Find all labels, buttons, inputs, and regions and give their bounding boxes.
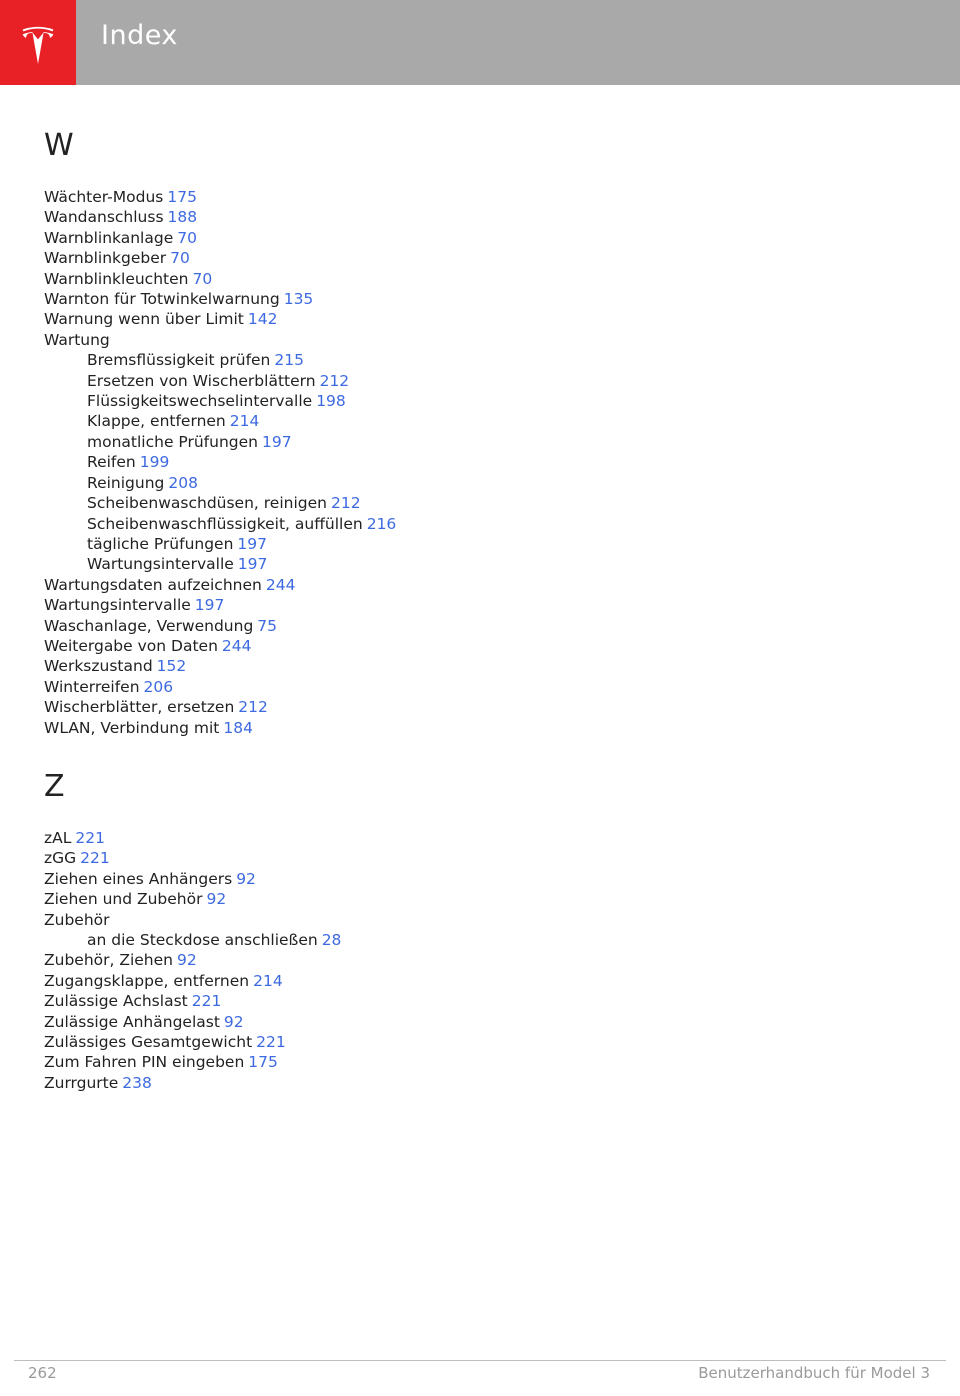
page-link[interactable]: 214: [253, 971, 283, 990]
page-link[interactable]: 175: [167, 188, 197, 206]
index-entry: [44, 971, 924, 991]
page-link[interactable]: 212: [319, 371, 350, 390]
index-entry: [44, 207, 924, 227]
footer-manual-title: Benutzerhandbuch für Model 3: [698, 1364, 930, 1382]
page-link[interactable]: 238: [122, 1073, 152, 1092]
index-entry: [44, 595, 924, 615]
entry-term: Zubehör: [44, 910, 110, 929]
index-subentry: [44, 432, 924, 452]
page-link[interactable]: 184: [223, 718, 253, 737]
index-section-z: [44, 767, 924, 1093]
page-link[interactable]: 208: [168, 473, 198, 492]
index-entry: [44, 1073, 924, 1093]
entry-term: Wartungsintervalle: [87, 555, 234, 574]
entry-term: Scheibenwaschdüsen, reinigen: [87, 494, 327, 513]
entry-term: Warnblinkanlage: [44, 228, 174, 247]
index-subentry: [44, 411, 924, 431]
entry-term: Weitergabe von Daten: [44, 636, 218, 655]
section-letter: Z: [44, 768, 65, 804]
index-entry: [44, 1012, 924, 1032]
index-subentry: [44, 514, 924, 534]
page-link[interactable]: 70: [177, 228, 197, 247]
index-entry: [44, 269, 924, 289]
entry-term: Zulässiges Gesamtgewicht: [44, 1033, 253, 1052]
page-link[interactable]: 197: [261, 432, 292, 451]
entry-term: Reifen: [87, 453, 136, 472]
index-subentry: [44, 493, 924, 513]
header-title: Index: [101, 20, 178, 51]
index-entry: [44, 228, 924, 248]
page-link[interactable]: 244: [221, 636, 252, 655]
page-link[interactable]: 70: [192, 269, 213, 288]
section-letter: W: [44, 128, 74, 163]
entry-term: Scheibenwaschflüssigkeit, auffüllen: [87, 514, 363, 533]
entry-term: Warnblinkleuchten: [44, 269, 189, 288]
entry-term: Werkszustand: [44, 657, 153, 676]
index-entry: [44, 991, 924, 1011]
index-entry: [44, 616, 924, 636]
page-header: [0, 0, 960, 85]
page-link[interactable]: 212: [238, 698, 268, 717]
footer-page-number: 262: [28, 1364, 57, 1382]
page-link[interactable]: 70: [170, 249, 190, 268]
brand-logo: [0, 0, 76, 85]
page-link[interactable]: 175: [248, 1053, 278, 1072]
entry-term: Zurrgurte: [44, 1073, 119, 1092]
entry-term: Wartungsintervalle: [44, 596, 191, 615]
page-link[interactable]: 75: [257, 616, 278, 635]
entry-term: Klappe, entfernen: [87, 412, 226, 431]
page-link[interactable]: 92: [206, 890, 227, 909]
page-link[interactable]: 142: [247, 310, 278, 329]
index-section-w: [44, 126, 924, 738]
entry-term: Wischerblätter, ersetzen: [44, 698, 235, 717]
page-link[interactable]: 188: [167, 208, 198, 227]
page-link[interactable]: 221: [75, 828, 105, 847]
index-subentry: [44, 391, 924, 411]
page-link[interactable]: 244: [265, 575, 296, 594]
index-subentry: [44, 554, 924, 574]
index-subentry: [44, 473, 924, 493]
entry-term: zGG: [44, 849, 77, 868]
entry-term: tägliche Prüfungen: [87, 534, 234, 553]
index-entry: [44, 636, 924, 656]
index-entry: [44, 1032, 924, 1052]
index-subentry: [44, 350, 924, 370]
page-link[interactable]: 28: [321, 931, 342, 949]
entry-term: Reinigung: [87, 473, 165, 492]
entry-term: Wartungsdaten aufzeichnen: [44, 575, 262, 594]
entry-term: Waschanlage, Verwendung: [44, 616, 254, 635]
entry-list: [44, 187, 924, 738]
page-link[interactable]: 221: [256, 1033, 286, 1052]
entry-term: Flüssigkeitswechselintervalle: [87, 392, 313, 411]
entry-term: monatliche Prüfungen: [87, 432, 258, 451]
page-link[interactable]: 221: [80, 849, 110, 868]
index-entry: [44, 187, 924, 207]
index-entry: [44, 869, 924, 889]
entry-term: Bremsflüssigkeit prüfen: [87, 351, 271, 370]
entry-term: WLAN, Verbindung mit: [44, 718, 220, 737]
page-link[interactable]: 216: [366, 514, 397, 533]
index-entry: [44, 910, 924, 930]
entry-term: zAL: [44, 828, 72, 847]
page-link[interactable]: 206: [143, 677, 174, 696]
page-link[interactable]: 92: [236, 869, 256, 888]
tesla-logo-icon: [16, 20, 60, 66]
entry-term: Zubehör, Ziehen: [44, 951, 173, 970]
entry-list: [44, 828, 924, 1093]
page-link[interactable]: 197: [194, 596, 225, 615]
entry-term: an die Steckdose anschließen: [87, 931, 318, 949]
index-entry: [44, 848, 924, 868]
entry-term: Ziehen und Zubehör: [44, 890, 203, 909]
entry-term: Wandanschluss: [44, 208, 164, 227]
page-link[interactable]: 199: [139, 453, 170, 472]
entry-term: Warnton für Totwinkelwarnung: [44, 290, 280, 309]
entry-term: Winterreifen: [44, 677, 140, 696]
index-entry: [44, 289, 924, 309]
page-link[interactable]: 214: [229, 412, 260, 431]
footer-divider: [14, 1360, 946, 1361]
page-link[interactable]: 198: [316, 392, 346, 411]
entry-term: Zugangsklappe, entfernen: [44, 971, 250, 990]
entry-term: Ziehen eines Anhängers: [44, 869, 233, 888]
index-entry: [44, 248, 924, 268]
entry-term: Wächter-Modus: [44, 188, 164, 206]
entry-term: Warnblinkgeber: [44, 249, 167, 268]
entry-term: Zulässige Achslast: [44, 992, 188, 1011]
index-entry: [44, 828, 924, 848]
index-entry: [44, 656, 924, 676]
page-link[interactable]: 215: [274, 351, 304, 370]
page-link[interactable]: 197: [237, 555, 268, 574]
page-link[interactable]: 135: [283, 290, 314, 309]
page-link[interactable]: 197: [237, 534, 268, 553]
entry-term: Warnung wenn über Limit: [44, 310, 244, 329]
index-subentry: [44, 930, 924, 950]
entry-term: Zulässige Anhängelast: [44, 1012, 220, 1031]
page-link[interactable]: 92: [223, 1012, 244, 1031]
index-subentry: [44, 371, 924, 391]
index-content: [44, 126, 924, 1093]
page-link[interactable]: 92: [177, 951, 197, 970]
entry-term: Ersetzen von Wischerblättern: [87, 371, 316, 390]
index-entry: [44, 950, 924, 970]
entry-term: Wartung: [44, 330, 110, 349]
index-subentry: [44, 452, 924, 472]
index-entry: [44, 677, 924, 697]
index-entry: [44, 1052, 924, 1072]
index-entry: [44, 697, 924, 717]
entry-term: Zum Fahren PIN eingeben: [44, 1053, 245, 1072]
index-entry: [44, 309, 924, 329]
index-entry: [44, 330, 924, 350]
index-subentry: [44, 534, 924, 554]
page-link[interactable]: 212: [330, 494, 361, 513]
page-link[interactable]: 152: [156, 657, 187, 676]
index-entry: [44, 718, 924, 738]
index-entry: [44, 889, 924, 909]
page-link[interactable]: 221: [191, 992, 222, 1011]
index-entry: [44, 575, 924, 595]
